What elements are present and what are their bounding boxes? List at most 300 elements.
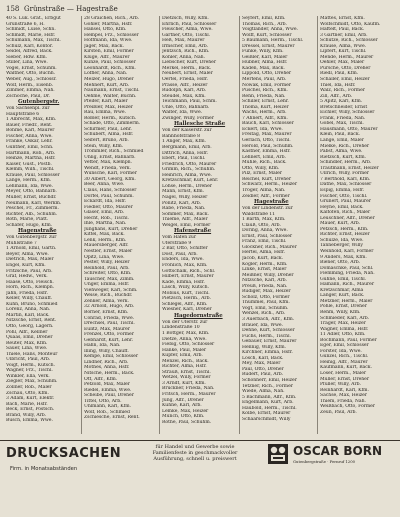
directory-entry: Keller, Willy, Chauff. [6, 296, 53, 302]
directory-entry: Busch, Emma, Wwe. [6, 418, 53, 424]
directory-entry: 7 Berthold, Karl, Kfm. [320, 176, 371, 182]
directory-entry: Prasse, Alfr., Heizer [162, 82, 208, 88]
directory-entry: Tanneberger, Willy [320, 243, 363, 249]
directory-entry: Bergmann, Emil, Arb. [162, 145, 212, 151]
directory-entry: Von der Kaiserstr. zur [162, 128, 212, 134]
directory-entry: Fischer, Anna, Wwe. [6, 133, 53, 139]
directory-entry: 30 Albert, Georg, Kfm. [84, 176, 136, 182]
directory-entry: Domaschke, Paul, Schl. [320, 265, 374, 271]
directory-entry: Püschel, Rich., Kfm. [242, 88, 288, 94]
directory-entry: Mertens, Paul, Arb. [242, 77, 287, 83]
directory-entry: Kirchner, Emma, Hsfr. [242, 350, 293, 356]
directory-entry: Eichler, Willy, Schlosser [320, 110, 375, 116]
directory-entry: Hertel, Alma, Hsfr. [242, 250, 285, 256]
column-1 [6, 16, 80, 436]
directory-entry: Biener, Otto, Arb. [320, 260, 361, 266]
directory-entry: Mothes, Anna, Hsfr. [84, 365, 130, 371]
directory-entry: Tittel, Otto, Arb. [84, 398, 122, 404]
directory-entry: Lohse, Herm., Dreher [162, 183, 212, 189]
directory-entry: Lippold, Otto, Dreher [242, 71, 292, 77]
directory-entry: Bochmann, Paul, Former [320, 337, 377, 343]
directory-entry: Neumann, Karl, Werkm. [6, 200, 62, 206]
directory-entry: Pohle, Ernst, Dreher [320, 304, 367, 310]
directory-entry: Kempe, Emil, Schlosser [84, 354, 138, 360]
directory-entry: Schlegel, Alfr., Kfm. [162, 301, 208, 307]
directory-entry: Rau, Emma, Wwe. [84, 110, 126, 116]
directory-entry: Schaller, Emil, Heizer [320, 77, 370, 83]
directory-entry: Nitsche, Herm., Bäck. [84, 371, 135, 376]
directory-entry: Meißner, Willy, Dreher [242, 272, 294, 278]
directory-entry: Ihle, Martha, Näh. [84, 221, 127, 227]
directory-entry: Dressel, Ernst, Maurer [242, 43, 295, 49]
directory-entry: Kästner, Emma, Hsfr. [242, 149, 291, 155]
directory-entry: Hahn, Ida, Näh. [84, 343, 121, 349]
ad-description [130, 444, 260, 462]
directory-entry: Lange, Emil, Maler [320, 138, 364, 144]
directory-entry: Heinze, Martha, Hsfr. [6, 156, 56, 162]
directory-entry: Wolfschmidt, Otto, Kaufm. [320, 21, 381, 27]
directory-entry: Schwarz, Herm., Heizer [242, 182, 297, 188]
directory-entry: Franke, Oskar, Lehr. [6, 139, 53, 145]
directory-entry: Neubert, Ernst, Maler [162, 71, 213, 77]
directory-entry: Weigel, Emil, Former [162, 222, 211, 228]
street-heading: Gutenbergstr. [18, 99, 60, 106]
directory-entry: 11 Adler, Otto, Kfm. [320, 332, 366, 338]
directory-entry: 28 Graichen, Rich., Arb. [84, 16, 140, 21]
directory-entry: Voigtländer, Anna, Wwe. [242, 27, 298, 33]
directory-entry: Mauer, Kurt, Arb. [320, 221, 361, 227]
directory-entry: Frenzel, Otto, Former [84, 332, 134, 338]
directory-entry: Kaden, Max, Bäck. [242, 65, 285, 71]
directory-entry: Leonhardt, Rich., Kfm. [84, 65, 136, 71]
directory-entry: Nitzsche, Karl, Arb. [242, 278, 287, 284]
directory-entry: Walz, Rich., Former [320, 88, 365, 94]
directory-entry: Eckardt, Ida, Hsfr. [84, 199, 127, 205]
directory-entry: Dathe, Max, Schlosser [320, 182, 372, 188]
directory-entry: Rüdiger, Max, Heizer [242, 289, 291, 295]
directory-entry: Petzold, Max, Maler [84, 382, 130, 388]
directory-entry: Lange, Herm., Kfm. [6, 178, 52, 184]
directory-columns [6, 16, 394, 436]
directory-entry: Glöckner, Rich., Maurer [242, 244, 297, 250]
directory-entry: Sieber, Hdw. Kfm. [6, 54, 47, 60]
directory-entry: Förster, Ida, Wwe. [320, 348, 362, 354]
directory-entry: Schulze, Ida, Wwe. [320, 237, 364, 243]
directory-entry: Lindenstraße 10 [162, 325, 200, 331]
directory-entry: Stiller, Lina, Wwe. [6, 60, 48, 66]
directory-entry: Rabe, Frieda, Näh. [162, 206, 206, 212]
directory-entry: Espig, Emma, Hsfr. [320, 187, 365, 193]
directory-entry: Kühne, Karl, Arb. [162, 403, 202, 409]
directory-entry: Krause, Alma, Wwe. [320, 43, 367, 49]
directory-entry: Kupfer, Emil, Arb. [162, 353, 203, 359]
directory-entry: Schönherr, Emil, Heizer [242, 378, 297, 383]
directory-entry: Ott, Alfr., Kfm. [84, 376, 118, 382]
street-heading: Hallesche Straße [174, 121, 226, 128]
directory-entry: Schumann, Max, Tischl. [6, 38, 61, 44]
directory-entry: Seyfert, Emil, Kfm. [242, 16, 286, 21]
directory-entry: Kittel, Max, Bäck. [84, 232, 125, 238]
directory-entry: Hamann, Rich., Maurer [320, 282, 374, 288]
directory-entry: Oertel, Frieda, Hsfr. [162, 77, 208, 83]
directory-entry: Uferstraße 9 [162, 240, 192, 246]
directory-entry: Rietzsch, Kurt, Kfm. [320, 154, 366, 160]
directory-entry: Brand, Willy, Arb. [6, 412, 47, 418]
directory-entry: Walther, Otto, Buchh. [6, 71, 56, 77]
directory-entry: Rothe, Paul, Schuhm. [162, 419, 212, 425]
directory-entry: Grünert, Paul, Maurer [320, 199, 371, 205]
directory-entry: Reinhold, Paul, Arb. [84, 265, 130, 271]
directory-entry: Otto, Willy, Kfm. [242, 165, 280, 171]
column-divider [239, 16, 240, 434]
ad-line: für Handel und Gewerbe sowie [155, 444, 235, 450]
directory-entry: Pfüller, Willy, Arb. [320, 382, 361, 388]
page-number: 158 [6, 5, 20, 13]
directory-entry: Wagner, Frz., Tischl. [6, 368, 53, 374]
directory-entry: Geißler, Karl, Maler [242, 54, 288, 60]
advertisement-banner [0, 440, 400, 517]
directory-entry: Walter, Ida, Wwe. [162, 110, 203, 116]
directory-entry: Ernst, Paul, Schlosser [242, 233, 293, 239]
directory-entry: Heinig, Alfr., Maurer [320, 359, 368, 365]
directory-entry: Zenker, Alma, Verk. [84, 298, 129, 304]
directory-entry: Paul, Otto, Dreher [242, 366, 284, 372]
directory-entry: Schäfer, Hugo, Kfm. [6, 222, 53, 228]
directory-entry: Opitz, Lina, Wwe. [84, 254, 125, 260]
directory-entry: Von der Uferstr. zur [162, 319, 208, 325]
directory-entry: Von Sachsenpl. zur [6, 106, 50, 112]
street-heading: Hagestraße [254, 199, 289, 206]
directory-entry: Beyer, Alma, Wwe. [6, 251, 49, 257]
directory-entry: Engel, Kurt, Kfm. [6, 262, 46, 268]
directory-entry: Richter, Alb., Schuhm. [6, 211, 58, 217]
directory-entry: 3 Adam, Kurt, Elektr. [6, 396, 55, 402]
directory-entry: Roth, Marie, Plätt. [6, 217, 49, 223]
directory-entry: Krause, Paul, Schlosser [6, 172, 60, 178]
directory-entry: 40 S. Luk. Grat., Erbgut [6, 16, 61, 21]
directory-entry: Eulitz, Max, Maurer [84, 326, 130, 332]
directory-entry: Engelmann, Kurt, Arb. [242, 400, 294, 406]
directory-entry: Mühle, Rich., Bäck. [242, 160, 287, 166]
directory-entry: 1 Albrecht, Max, Kfm. [6, 117, 57, 123]
directory-entry: Lemke, Max, Heizer [162, 408, 209, 414]
directory-entry: Horn, Rich., Klempn. [6, 285, 55, 291]
directory-entry: Weise, Rich., Buchdr. [84, 293, 133, 299]
directory-entry: Nagel, Willy, Heizer [162, 194, 208, 200]
directory-entry: Reichel, Kurt, Dreher [242, 176, 291, 182]
directory-entry: Mende, Herm., Maurer [320, 54, 374, 60]
directory-entry: Döring, Anna, Wwe. [242, 228, 288, 234]
directory-entry: Illing, Willy, Chauff. [84, 348, 129, 354]
directory-entry: 5 Bachmann, Alfr., Kfm. [242, 394, 297, 400]
column-divider [81, 16, 82, 434]
directory-entry: Pfeifer, Karl, Maler [84, 99, 128, 105]
directory-entry: Bauer, Friedr., Rent. [6, 122, 53, 128]
directory-entry: Strauß, Ernst, Tischl. [162, 369, 211, 375]
directory-entry: 9 Anders, Max, Kfm. [320, 254, 367, 260]
directory-entry: Graf, Hedw., Verk. [6, 274, 48, 280]
directory-entry: Schaarschmidt, Willy [242, 416, 291, 422]
directory-entry: Kirsten, Emil, Former [84, 49, 134, 55]
directory-entry: Claus, Hans, Schlosser [84, 187, 137, 193]
directory-entry: Lenk, Herm., Kfm. [84, 237, 127, 243]
directory-entry: Dörfel, Paul, Schuhm. [84, 193, 134, 199]
directory-entry: Schubert, Alma, Hsfr. [84, 132, 134, 138]
directory-entry: Wolf, Herm., Eisenb. [6, 82, 54, 88]
directory-entry: Von Gutenbergstr. zur [6, 235, 57, 241]
directory-entry: Drechsel, Paul, Tischl. [84, 321, 135, 327]
directory-entry: Bretschneider, Ernst [320, 104, 368, 110]
directory-entry: 1 Barth, Max, Kfm. [242, 217, 286, 223]
directory-entry: Hartmann, Rob., Arb. [6, 150, 56, 156]
directory-entry: Langer, Kurt, Bäck. [320, 293, 365, 299]
directory-entry: Pönitz, Karl, Arb. [162, 200, 202, 206]
directory-entry: Unger, Emma, Hsfr. [84, 282, 130, 288]
directory-entry: Lehmann, Ida, Wwe. [6, 183, 54, 189]
directory-entry: Heinrich, Alma, Wwe. [162, 172, 212, 178]
directory-entry: Hauptstraße 6 [6, 111, 40, 117]
directory-entry: Jung, Alfr., Dreher [162, 397, 204, 403]
directory-entry: Wünsche, Karl, Former [84, 171, 137, 177]
directory-entry: Voigt, Herm., Kutsch. [6, 362, 55, 368]
directory-entry: Kaufmann, Kurt, Bäck. [320, 365, 372, 371]
directory-entry: Eger, Emil, Schlosser [320, 343, 369, 349]
directory-entry: Nowak, Emil, Former [242, 82, 291, 88]
column-4 [242, 16, 316, 436]
directory-entry: Uhlig, Ernst, Bahnarb. [84, 154, 136, 160]
directory-entry: 2 Bär, Otto, Schiffer [162, 246, 208, 252]
directory-entry: Müller, Ernst, Dreher [320, 376, 369, 382]
directory-entry: Trommler, Rich., Schmied [84, 149, 144, 155]
directory-entry: Ehrlich, Paul, Schlosser [162, 21, 217, 27]
directory-entry: 5 Apitz, Karl, Kfm. [320, 99, 363, 105]
directory-entry: Hanke, Paul, Maler [162, 347, 207, 353]
directory-entry: Wachs, Herm., Arb. [242, 110, 287, 116]
directory-entry: Dietze, Anna, Wwe. [162, 336, 207, 342]
directory-entry: Fuchs, Herm., Tischl. [242, 333, 291, 339]
directory-entry: Friedrich, Otto, Maurer [162, 161, 217, 167]
directory-entry: Jentzsch, Rich., Kfm. [162, 49, 210, 55]
directory-entry: Zeidler, Alfr., Former [242, 193, 290, 199]
directory-entry: Peschel, Fr., Zimmerm. [6, 206, 59, 212]
directory-entry: Wolff, Kurt, Schlosser [242, 32, 292, 38]
directory-entry: Seifert, Bruno, Arb. [84, 138, 129, 144]
directory-entry: Thiem, Frieda, Näh. [320, 398, 366, 404]
directory-entry: Stein, Willy, Kfm. [84, 143, 124, 149]
directory-entry: Bahnhofstraße 8 [162, 133, 201, 139]
directory-entry: Mey, Max, Maler [242, 361, 281, 367]
directory-entry: Schindler, Herm., Arb. [320, 160, 372, 166]
directory-entry: Lorenz, Anna, Näh. [6, 307, 51, 313]
directory-entry: Fritsch, Herm., Maurer [162, 392, 216, 397]
directory-entry: Junghans, Kurt, Dreher [84, 226, 138, 232]
directory-entry: Oehme, Walter, Buchh. [84, 93, 137, 99]
directory-entry: Oehler, Max, Maler [320, 60, 365, 66]
directory-entry: Müller, Ernst, Buchdr. [6, 194, 57, 200]
directory-entry: Mauersberger, Alfr. [84, 243, 129, 249]
directory-entry: Günther, Emil, Schn. [6, 145, 54, 151]
directory-entry: Melzer, Hugo, Dreher [84, 77, 134, 83]
directory-entry: Pester, Willy, Heizer [84, 260, 130, 266]
directory-entry: Meyer, Otto, Bahnarb. [6, 189, 57, 195]
directory-entry: Ziegler, Max, Schuhm. [6, 379, 58, 385]
directory-entry: Hänsel, Otto, Kfm. [84, 27, 127, 33]
directory-entry: Freitag, Max, Maurer [242, 132, 292, 138]
directory-entry: Leuschner, Alfr., Dreher [320, 215, 375, 221]
street-heading: Hagenstraße [18, 228, 57, 235]
directory-entry: Flemming, Frieda, Näh. [320, 271, 375, 277]
directory-entry: Funke, Willy, Kfm. [242, 49, 284, 55]
directory-entry: Göhler, Martha, Hsfr. [84, 21, 133, 27]
directory-entry: Sommer, Max, Bäck. [162, 211, 209, 217]
directory-entry: Lipfert, Kurt, Tischl. [320, 49, 367, 55]
directory-entry: Haubold, Herm., Tischl. [242, 405, 297, 411]
directory-entry: Zöllner, Rob., Maler [6, 385, 52, 390]
directory-entry: Gühne, Emil, Tischl. [320, 276, 367, 282]
directory-entry: Kretzschmar, Alma [320, 287, 364, 293]
page-header [6, 4, 392, 14]
directory-entry: Liebscher, Kurt, Dreher [162, 60, 216, 66]
directory-entry: Börner, Ernst, Kfm. [84, 309, 129, 315]
directory-entry: Clauß, Otto, Arb. [242, 222, 281, 228]
directory-entry: Fröhlich, Max, Kfm. [162, 262, 208, 268]
directory-entry: Klein, Paul, Bäck. [320, 132, 360, 138]
directory-entry: Münch, Otto, Kfm. [162, 414, 205, 420]
directory-entry: Martin, Karl, Bäck. [6, 312, 50, 318]
directory-entry: Naumann, Ernst, Tischl. [84, 88, 140, 94]
directory-entry: Scholz, Otto, Former [242, 294, 290, 300]
directory-entry: Schmieder, Karl, Arb. [320, 315, 370, 321]
directory-entry: Wagner, Emma, Hsfr. [320, 326, 369, 332]
directory-entry: Jacob, Kurt, Bäck. [242, 255, 284, 261]
directory-entry: Riedl, Paul, Kfm. [320, 71, 359, 77]
directory-entry: Schirmer, Paul, Lehr. [84, 126, 132, 132]
directory-entry: Bräuer, Ida, Wwe. [242, 322, 283, 328]
directory-entry: Zschiesche, Ernst, Rent. [84, 415, 140, 421]
directory-entry: Menzel, Rich., Bäck. [162, 358, 209, 364]
directory-entry: Pursche, Otto, Dreher [320, 65, 371, 71]
directory-entry: Fritzsche, Paul, Arb. [6, 268, 53, 274]
directory-entry: Wolf, Rob., Schmied [84, 409, 130, 415]
directory-entry: Preißler, Max, Heizer [84, 104, 133, 110]
directory-entry: Beer, Anna, Wwe. [84, 182, 125, 188]
directory-entry: Pietzsch, Herm., Arb. [162, 296, 211, 302]
directory-entry: Uhle, Otto, Bahnarb. [162, 104, 210, 110]
directory-entry: Kolbe, Ernst, Maurer [242, 411, 291, 417]
directory-entry: Fiebig, Otto, Schlosser [162, 342, 215, 348]
directory-entry: Merkel, Herm., Bäck. [162, 65, 212, 71]
directory-entry: Zeun, Paul, Arb. [320, 409, 357, 415]
directory-entry: Günzel, Rich., Tischl. [320, 354, 369, 360]
directory-entry: Möbius, Kurt, Tischl. [162, 290, 210, 296]
directory-entry: Zschoche, Paul, Dr. [6, 93, 50, 99]
directory-entry: 5 Baumann, Herm., Tischl. [242, 38, 304, 44]
directory-entry: Vetter, Max, Klempn. [84, 160, 132, 166]
directory-entry: Grünstraße 6, H. [6, 21, 45, 27]
directory-entry: Quaas, Emil, Dreher [6, 335, 53, 341]
directory-entry: Teichmann, Paul, Schm. [162, 99, 217, 105]
directory-entry: Löser, Herm., Maler [320, 371, 367, 376]
directory-entry: Sachse, Max, Heizer [320, 393, 367, 399]
directory-entry: Köhler, Anna, Näh. [162, 54, 206, 60]
directory-entry: 3 Auerbach, Alfr., Kfm. [242, 316, 295, 322]
directory-entry: Mann, Ernst, Kfm. [162, 189, 205, 195]
directory-entry: Gärtner, Otto, Tischl. [162, 32, 211, 38]
directory-entry: Weber, Aug., Schlossr. [6, 77, 57, 83]
directory-entry: 1 Arnold, Emil, Gärtn. [6, 246, 57, 252]
directory-entry: Thiel, Ida, Hsfr. [320, 82, 356, 88]
directory-entry: Tröger, Alma, Näh. [242, 187, 286, 193]
directory-entry: Hennig, Willy, Kfm. [242, 344, 286, 350]
directory-entry: Nestler, Ernst, Maler [84, 248, 133, 254]
column-5 [320, 16, 394, 436]
directory-entry: Enders, Ida, Wwe. [162, 257, 204, 263]
directory-entry: Mühlstraße 7 [6, 240, 37, 246]
directory-entry: Kunze, Paul, Schlosser [84, 60, 136, 66]
directory-entry: Gebauer, Ernst, Maurer [242, 339, 297, 345]
directory-entry: Rudert, Paul, Arb. [242, 372, 284, 378]
directory-entry: Tetzner, Rich., Former [242, 383, 293, 389]
directory-entry: Gerlach, Otto, Tischl. [242, 138, 291, 144]
directory-entry: Waldstraße 11 [242, 211, 276, 217]
directory-entry: Petzsch, Herm., Kfm. [320, 226, 369, 232]
directory-entry: Dehne, Kurt, Schlosser [242, 328, 295, 334]
directory-entry: Heyne, Emil, Bäck. [320, 204, 364, 210]
directory-entry: Grimm, Rich., Schuhm. [162, 167, 216, 173]
directory-entry: Haftelt, Paul, Bäck. [320, 27, 365, 33]
directory-entry: Franz, Emil, Tischl. [242, 239, 287, 245]
directory-entry: Göbel, Max, Tischl. [320, 121, 364, 127]
directory-entry: Rudolph, Karl, Arb. [162, 88, 207, 94]
directory-entry: Beck, Ernst, Postsch. [6, 407, 55, 413]
directory-entry: Kluge, Alfr., Maurer [84, 54, 130, 60]
directory-entry: Kaltofen, Rich., Maler [320, 210, 371, 216]
directory-entry: Ulbricht, Paul, Arb. [6, 357, 51, 363]
column-divider [317, 16, 318, 434]
directory-entry: Irmscher, Emil, Arb. [162, 43, 209, 49]
directory-entry: Richter, Alma, Hsfr. [162, 364, 207, 370]
directory-entry: Uhlmann, Karl, Kfm. [84, 404, 131, 410]
directory-entry: Frank, Frieda, Näh. [320, 115, 366, 121]
street-heading: Hafenstraße [174, 228, 212, 235]
directory-entry: Böhme, Karl, Maurer [6, 128, 55, 134]
directory-entry: Schütze, Rich., Schlosser [320, 38, 378, 44]
ad-brand-address: Gutenbergstraße · Fernruf 1200 [293, 459, 356, 464]
directory-entry: Dietzsch, Willy, Kfm. [162, 16, 209, 21]
directory-entry: Hübner, Alma, Hsfr. [242, 60, 288, 66]
directory-entry: Preuß, Frieda, Näh. [242, 283, 288, 289]
directory-entry: Weißbach, Otto, Former [320, 404, 375, 410]
ad-brand: OSCAR BORN [293, 444, 382, 458]
directory-entry: Hilbert, Ernst, Maurer [162, 274, 214, 280]
directory-entry: Bach, Marie, Hsfr. [6, 401, 48, 407]
directory-entry: Hempel, Frz., Schlosser [84, 32, 139, 38]
directory-entry: Schiller, Ernst, Lehr. [242, 99, 289, 105]
directory-entry: 3 Gärtner, Emil, Arb. [320, 32, 368, 38]
directory-entry: Metzner, Herm., Maler [320, 298, 373, 304]
street-heading: Hagedornstraße [174, 312, 223, 319]
directory-entry: Haase, Otto, Fleisch. [6, 279, 54, 285]
directory-entry: Weinhold, Karl, Former [320, 248, 374, 254]
directory-entry: Kaiser, Gust., Postb. [6, 161, 52, 167]
running-head: Grünstraße — Hagestraße [24, 5, 118, 13]
directory-entry: 7 Ahnert, Alfr., Kfm. [242, 115, 288, 121]
directory-entry: Kühn, Bruno, Schmied [6, 301, 58, 307]
directory-entry: Thomas, Rich., Arb. [242, 21, 287, 27]
ad-headline: DRUCKSACHEN [6, 446, 121, 461]
directory-entry: Lehnert, Emil, Arb. [242, 154, 286, 160]
directory-entry: Mielke, Rich., Dreher [320, 143, 370, 149]
